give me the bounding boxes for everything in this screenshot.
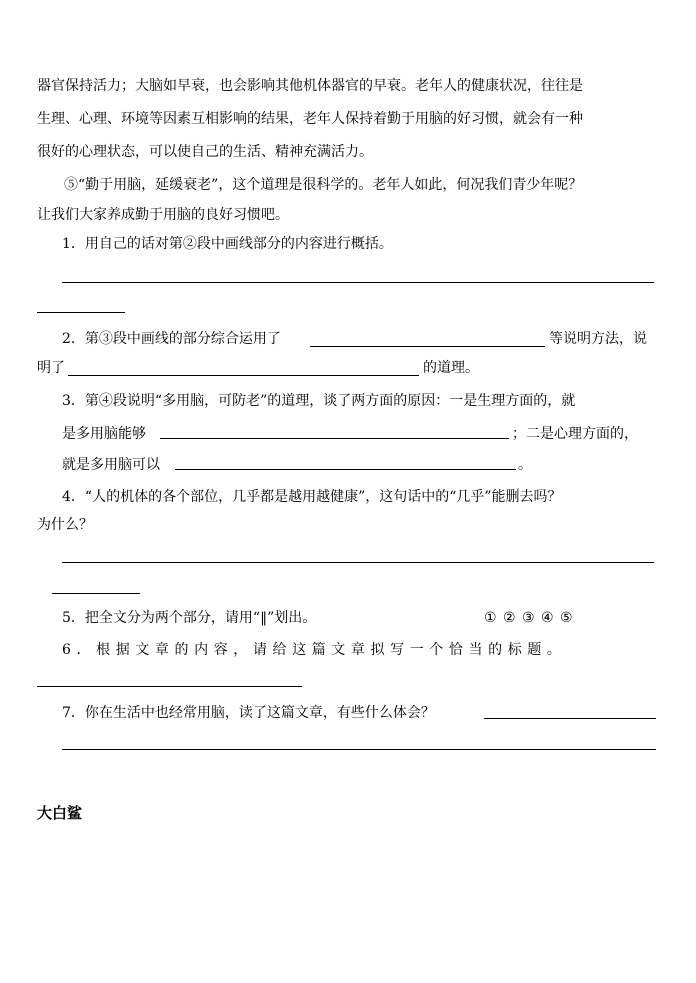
answer-line-4b[interactable] xyxy=(52,593,140,594)
passage-line-5: 让我们大家养成勤于用脑的良好习惯吧。 xyxy=(37,207,289,223)
paragraph-number-marks[interactable]: ① ② ③ ④ ⑤ xyxy=(484,610,574,626)
next-passage-title: 大白鲨 xyxy=(37,804,83,822)
answer-blank-3b[interactable] xyxy=(175,469,516,470)
answer-line-1b[interactable] xyxy=(37,312,125,313)
question-4-part-b: 为什么？ xyxy=(37,517,93,533)
question-7: 7．你在生活中也经常用脑，读了这篇文章，有些什么体会？ xyxy=(62,705,435,721)
question-6 xyxy=(62,640,654,660)
question-2-part-d: 的道理。 xyxy=(423,360,479,376)
answer-line-6[interactable] xyxy=(37,686,302,687)
question-3-part-a: 3．第④段说明“多用脑，可防老”的道理，谈了两方面的原因：一是生理方面的，就 xyxy=(62,393,576,409)
question-2-part-b: 等说明方法，说 xyxy=(549,331,647,347)
answer-line-4a[interactable] xyxy=(62,562,654,563)
passage-line-4: ⑤“勤于用脑，延缓衰老”，这个道理是很科学的。老年人如此，何况我们青少年呢？ xyxy=(64,177,583,193)
question-2-part-c: 明了 xyxy=(37,360,65,376)
question-1: 1．用自己的话对第②段中画线部分的内容进行概括。 xyxy=(62,236,393,252)
question-4-part-a: 4．“人的机体的各个部位，几乎都是越用越健康”，这句话中的“几乎”能删去吗？ xyxy=(62,489,562,505)
passage-line-2: 生理、心理、环境等因素互相影响的结果，老年人保持着勤于用脑的好习惯，就会有一种 xyxy=(37,111,583,127)
question-3-part-d: 就是多用脑可以 xyxy=(62,457,160,473)
question-3-part-e: 。 xyxy=(518,457,532,473)
passage-line-1: 器官保持活力；大脑如早衰，也会影响其他机体器官的早衰。老年人的健康状况，往往是 xyxy=(37,78,583,94)
answer-blank-2a[interactable] xyxy=(310,346,545,347)
answer-line-7b[interactable] xyxy=(62,749,656,750)
answer-blank-3a[interactable] xyxy=(160,438,509,439)
answer-blank-7a[interactable] xyxy=(484,718,656,719)
question-5: 5．把全文分为两个部分，请用“‖”划出。 xyxy=(62,610,317,626)
question-6-text: 6．根据文章的内容，请给这篇文章拟写一个恰当的标题。 xyxy=(62,642,567,658)
question-3-part-b: 是多用脑能够 xyxy=(62,426,146,442)
question-2-part-a: 2．第③段中画线的部分综合运用了 xyxy=(62,331,281,347)
answer-line-1a[interactable] xyxy=(62,282,654,283)
question-3-part-c: ；二是心理方面的， xyxy=(512,426,638,442)
passage-line-3: 很好的心理状态，可以使自己的生活、精神充满活力。 xyxy=(37,144,373,160)
answer-blank-2b[interactable] xyxy=(68,375,419,376)
